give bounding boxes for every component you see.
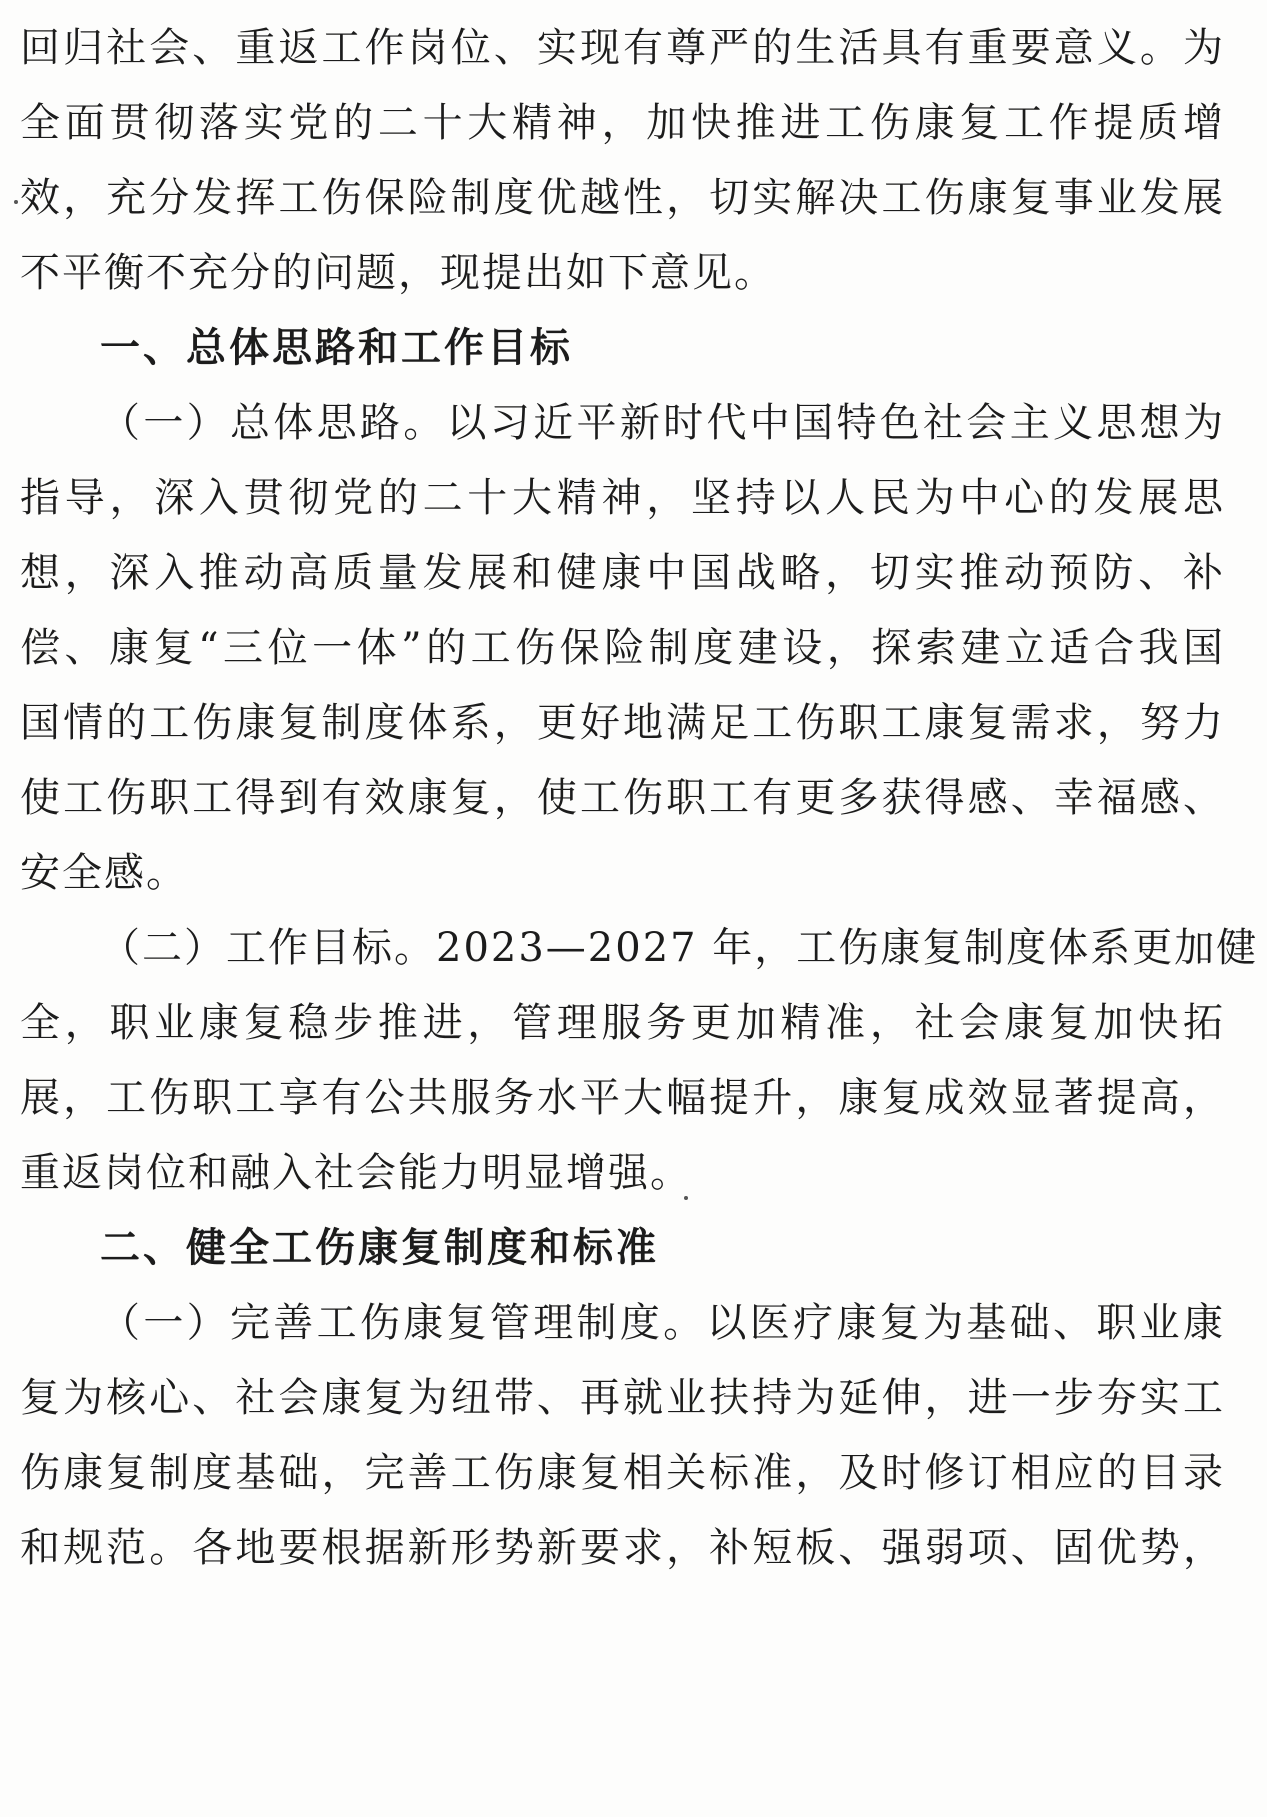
- paragraph-line: 偿、康复“三位一体”的工伤保险制度建设，探索建立适合我国: [20, 625, 1225, 671]
- paragraph-line: 指导，深入贯彻党的二十大精神，坚持以人民为中心的发展思: [20, 475, 1225, 521]
- paragraph-line: 全，职业康复稳步推进，管理服务更加精准，社会康复加快拓: [20, 1000, 1225, 1046]
- paragraph-line: 和规范。各地要根据新形势新要求，补短板、强弱项、固优势，: [20, 1525, 1225, 1571]
- paragraph-line: 使工伤职工得到有效康复，使工伤职工有更多获得感、幸福感、: [20, 775, 1225, 821]
- paragraph-line: 复为核心、社会康复为纽带、再就业扶持为延伸，进一步夯实工: [20, 1375, 1225, 1421]
- paragraph-line: 国情的工伤康复制度体系，更好地满足工伤职工康复需求，努力: [20, 700, 1225, 746]
- paragraph-line: 全面贯彻落实党的二十大精神，加快推进工伤康复工作提质增: [20, 100, 1225, 146]
- scan-speck: [684, 1196, 688, 1200]
- paragraph-line: 效，充分发挥工伤保险制度优越性，切实解决工伤康复事业发展: [20, 175, 1225, 221]
- scan-speck: [14, 200, 18, 204]
- paragraph-line: （一）完善工伤康复管理制度。以医疗康复为基础、职业康: [100, 1300, 1225, 1346]
- paragraph-line: 展，工伤职工享有公共服务水平大幅提升，康复成效显著提高，: [20, 1075, 1225, 1121]
- paragraph-line: 重返岗位和融入社会能力明显增强。: [20, 1150, 692, 1196]
- paragraph-line: 伤康复制度基础，完善工伤康复相关标准，及时修订相应的目录: [20, 1450, 1225, 1496]
- paragraph-line: （二）工作目标。2023—2027 年，工伤康复制度体系更加健: [100, 925, 1259, 971]
- paragraph-line: 安全感。: [20, 850, 188, 896]
- paragraph-line: （一）总体思路。以习近平新时代中国特色社会主义思想为: [100, 400, 1225, 446]
- section-heading: 二、健全工伤康复制度和标准: [100, 1225, 659, 1271]
- paragraph-line: 不平衡不充分的问题，现提出如下意见。: [20, 250, 776, 296]
- paragraph-line: 想，深入推动高质量发展和健康中国战略，切实推动预防、补: [20, 550, 1225, 596]
- section-heading: 一、总体思路和工作目标: [100, 325, 573, 371]
- paragraph-line: 回归社会、重返工作岗位、实现有尊严的生活具有重要意义。为: [20, 25, 1225, 71]
